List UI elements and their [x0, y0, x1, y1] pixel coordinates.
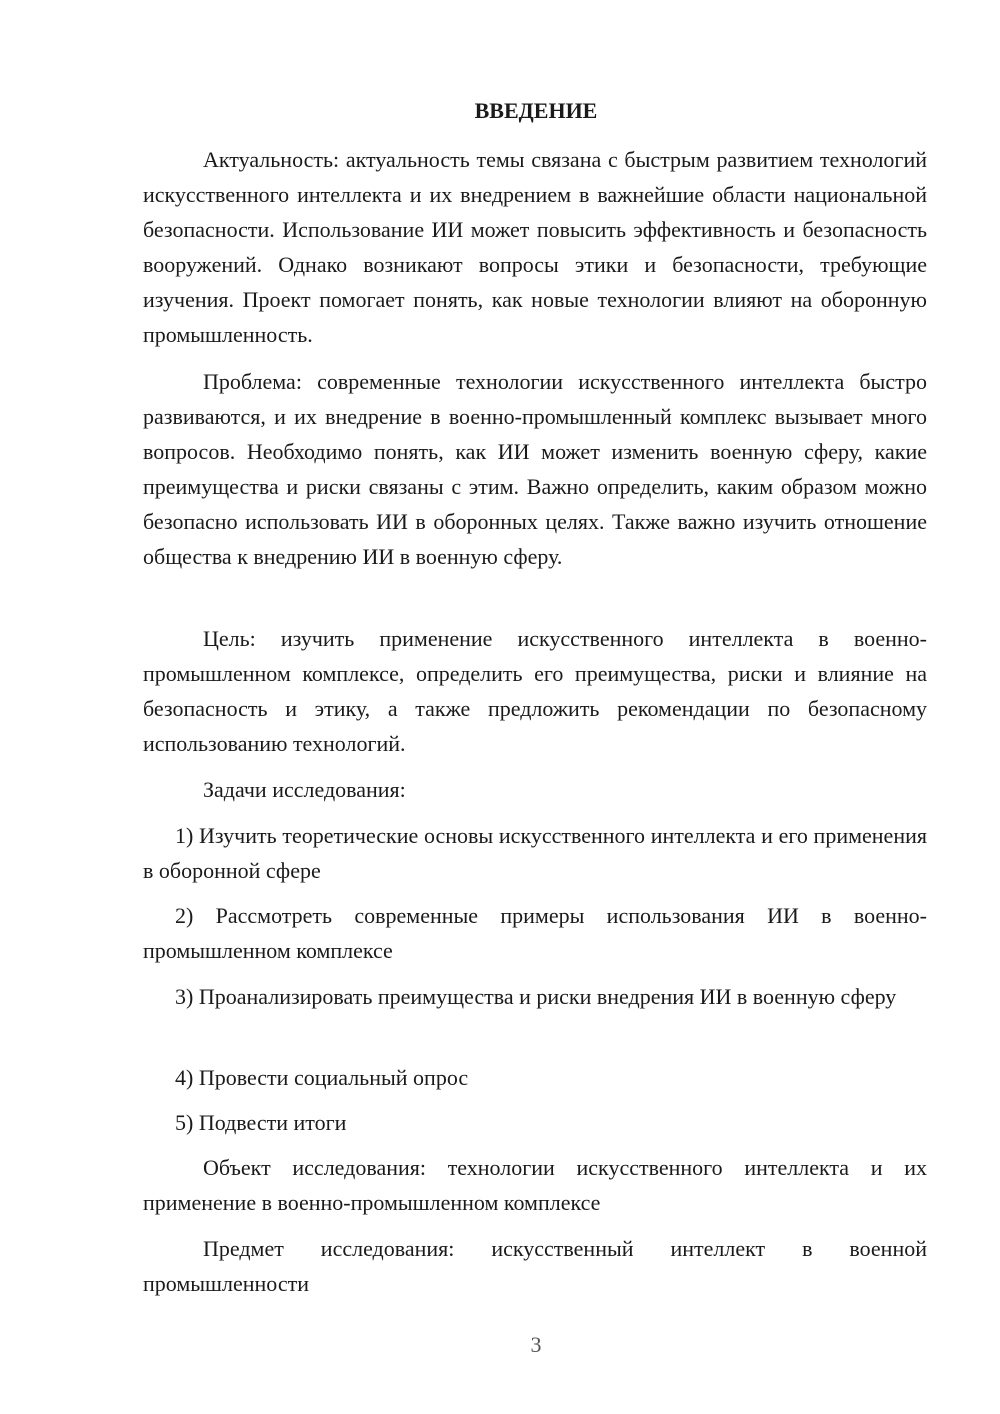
page-number: 3	[530, 1332, 542, 1357]
paragraph-object: Объект исследования: технологии искусственного интеллекта и их применение в военно-промышленном комплексе	[143, 1155, 927, 1215]
paragraph-goal: Цель: изучить применение искусственного интеллекта в военно-промышленном комплексе, определить его преимущества, риски и влияние на безопасность и этику, а также предложить рекомендации по безопасному использованию технологий.	[143, 626, 927, 756]
paragraph-problem: Проблема: современные технологии искусственного интеллекта быстро развиваются, и их внедрение в военно-промышленный комплекс вызывает много вопросов. Необходимо понять, как ИИ может изменить военную сферу, какие преимущества и риски связаны с этим. Важно определить, каким образом можно безопасно использовать ИИ в оборонных целях. Также важно изучить отношение общества к внедрению ИИ в военную сферу.	[143, 369, 927, 569]
page-title: ВВЕДЕНИЕ	[474, 98, 598, 123]
paragraph-relevance: Актуальность: актуальность темы связана с быстрым развитием технологий искусственного интеллекта и их внедрением в важнейшие области национальной безопасности. Использование ИИ может повысить эффективность и безопасность вооружений. Однако возникают вопросы этики и безопасности, требующие изучения. Проект помогает понять, как новые технологии влияют на оборонную промышленность.	[143, 147, 927, 347]
task-item: 4) Провести социальный опрос	[175, 1065, 469, 1090]
tasks-heading: Задачи исследования:	[203, 777, 406, 802]
task-item: 3) Проанализировать преимущества и риски внедрения ИИ в военную сферу	[175, 984, 897, 1009]
task-item: 1) Изучить теоретические основы искусственного интеллекта и его применения в оборонной сфере	[143, 823, 927, 883]
task-item: 5) Подвести итоги	[175, 1110, 347, 1135]
paragraph-subject: Предмет исследования: искусственный интеллект в военной промышленности	[143, 1236, 927, 1296]
task-item: 2) Рассмотреть современные примеры использования ИИ в военно-промышленном комплексе	[143, 903, 927, 963]
